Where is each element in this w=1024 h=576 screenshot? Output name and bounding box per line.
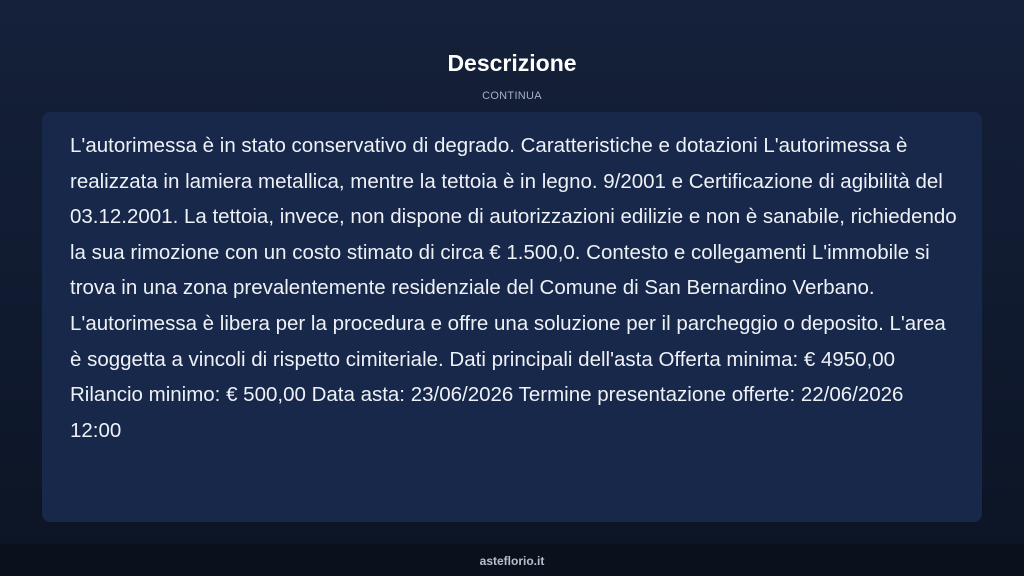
page-title: Descrizione [447,50,577,76]
description-text: L'autorimessa è in stato conservativo di degrado. Caratteristiche e dotazioni L'autorimessa è realizzata in lamiera metallica, mentre la tettoia è in legno. 9/2001 e Certificazione di agibilità del 03.12.2001. La tettoia, invece, non dispone di autorizzazioni edilizie e non è sanabile, richiedendo la sua rimozione con un costo stimato di circa € 1.500,0. Contesto e collegamenti L'immobile si trova in una zona prevalentemente residenziale del Comune di San Bernardino Verbano. L'autorimessa è libera per la procedura e offre una soluzione per il parcheggio o deposito. L'area è soggetta a vincoli di rispetto cimiteriale. Dati principali dell'asta Offerta minima: € 4950,00 Rilancio minimo: € 500,00 Data asta: 23/06/2026 Termine presentazione offerte: 22/06/2026 12:00 [70,134,957,442]
site-name: asteflorio.it [479,554,545,568]
footer-bar [0,544,1024,576]
description-card [42,112,982,522]
continue-label: CONTINUA [482,90,542,102]
